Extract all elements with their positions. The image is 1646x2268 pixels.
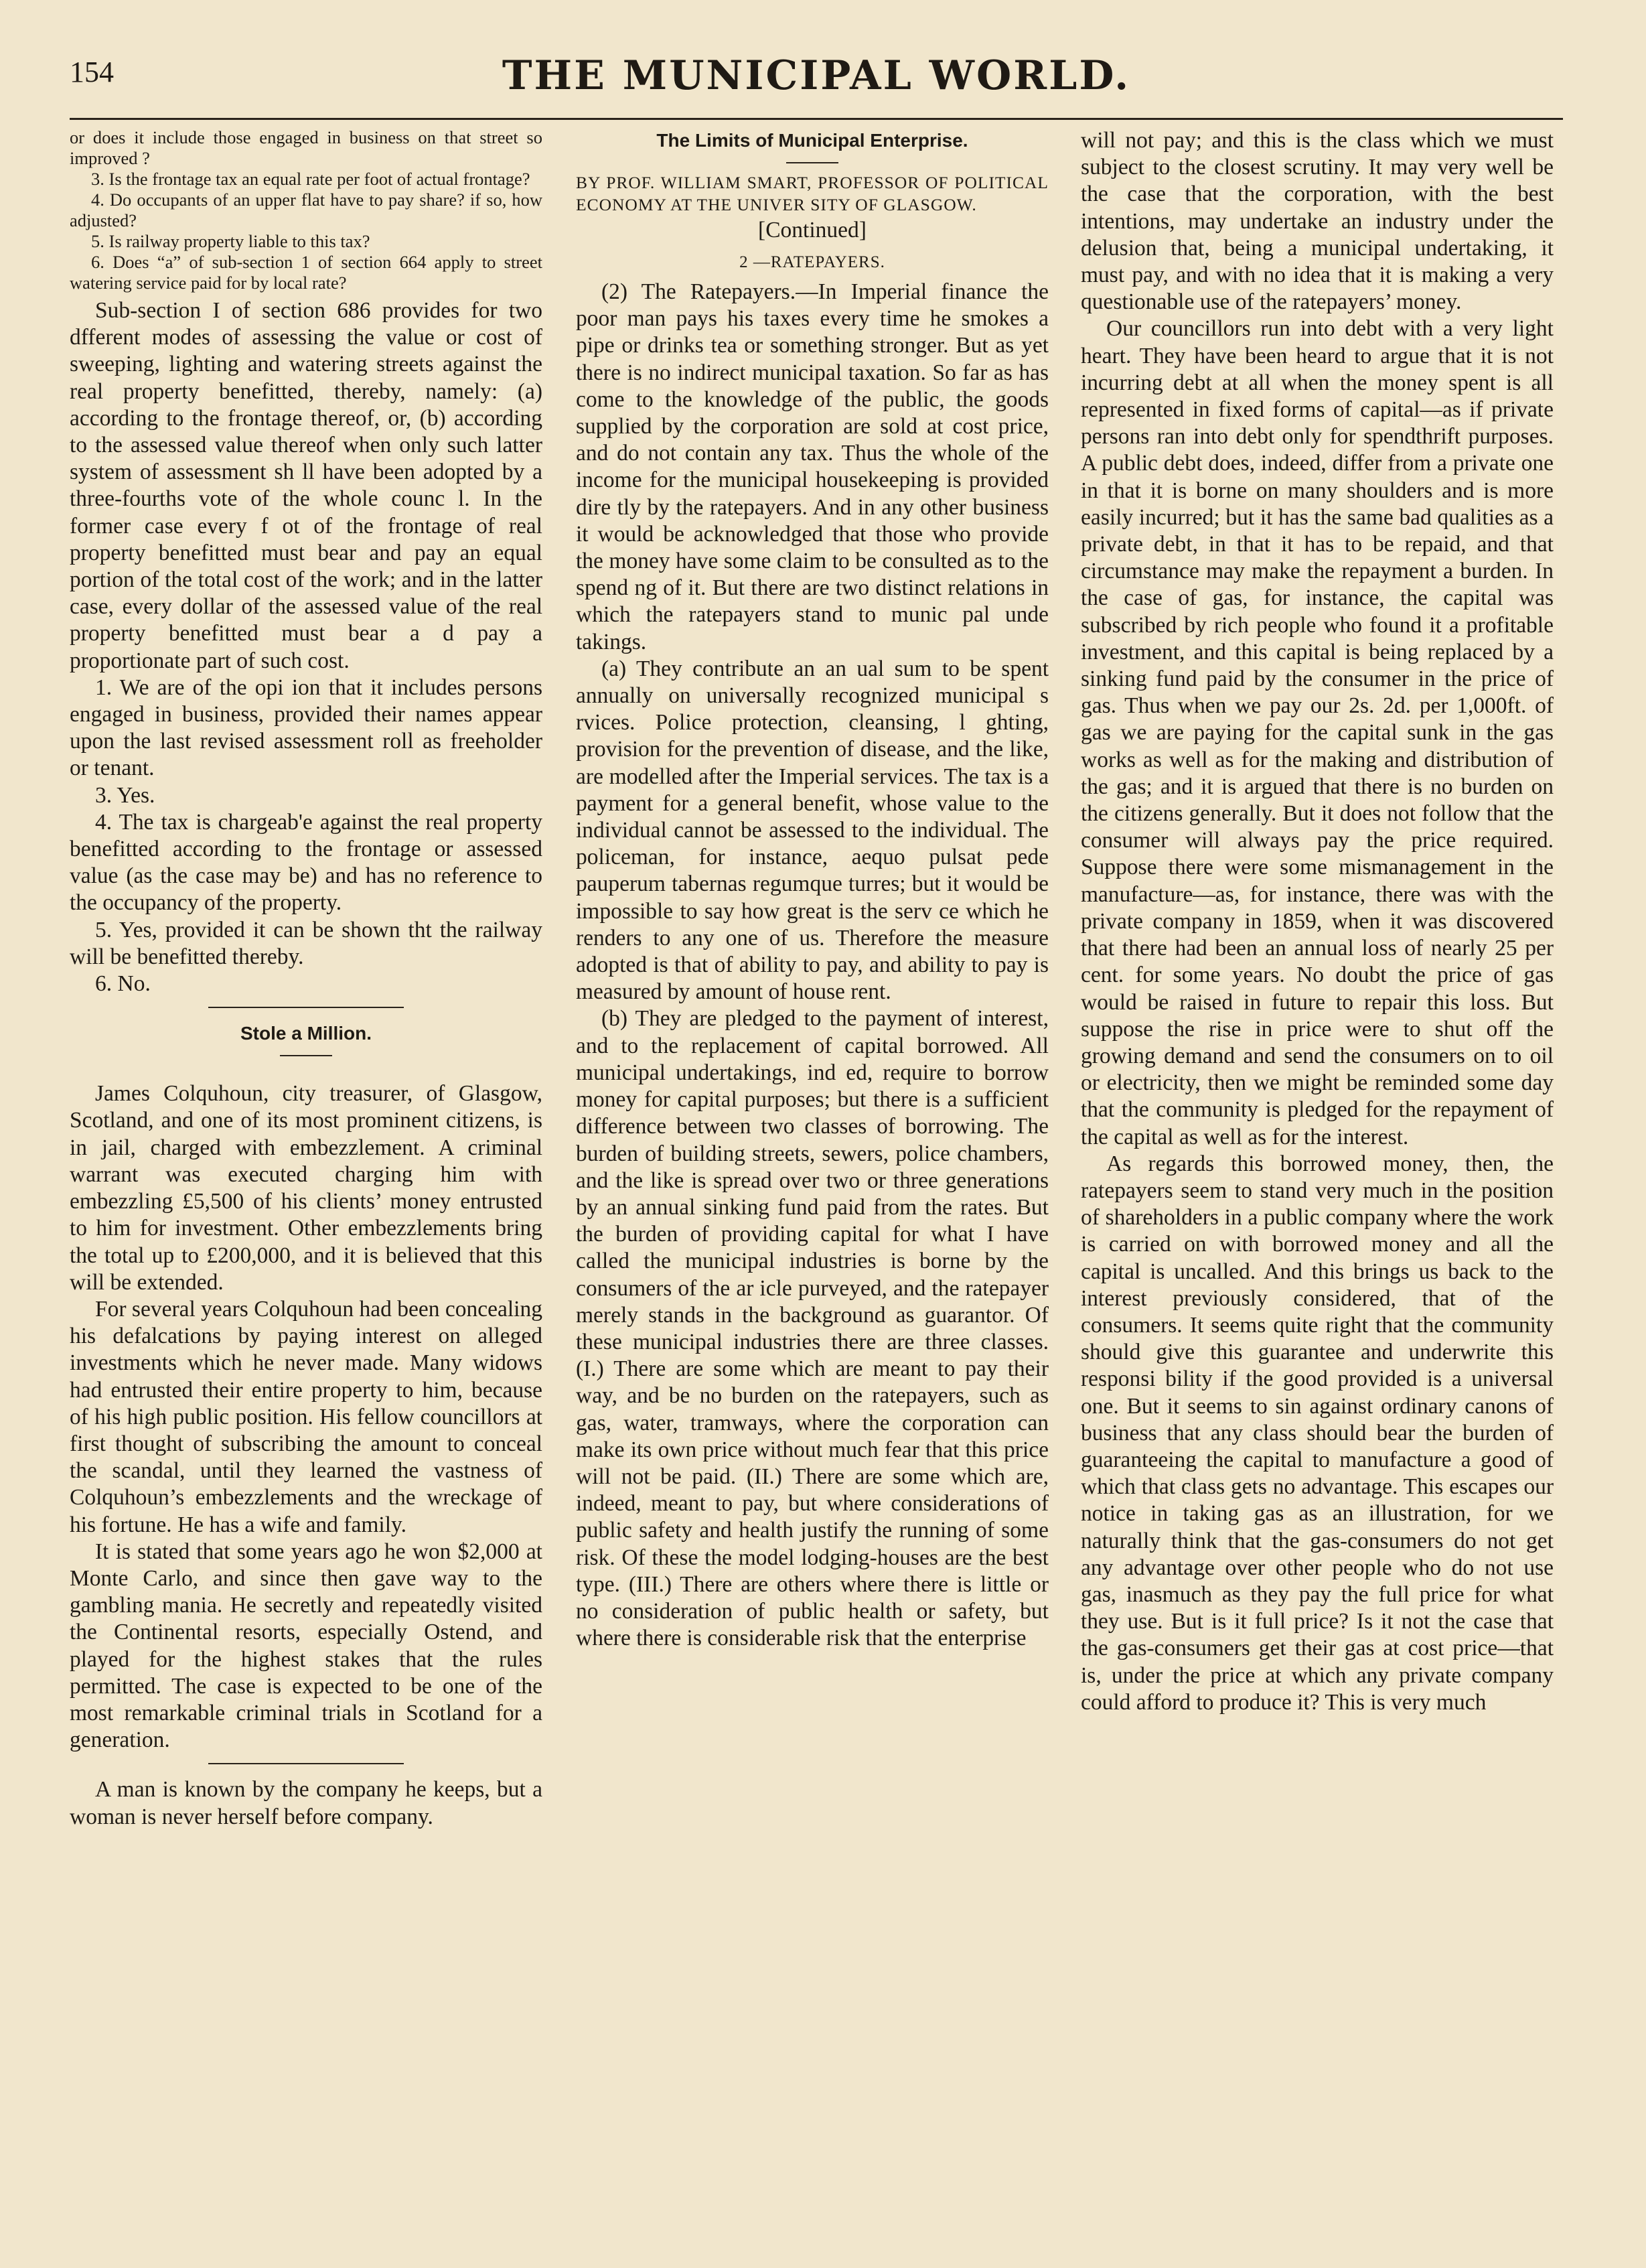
answer-6: 6. No. (95, 971, 151, 997)
answer-5: 5. Yes, provided it can be shown tht the railway will be benefitted thereby. (70, 917, 542, 969)
question-paragraph: or does it include those engaged in business on that street so improved ? (70, 127, 542, 168)
question-5: 5. Is railway property liable to this tax? (91, 231, 370, 251)
continued-label: [Continued] (758, 218, 867, 242)
title-rule (280, 1055, 332, 1056)
filler-quote: A man is known by the company he keeps, but a woman is never herself before company. (70, 1777, 542, 1829)
answer-intro: Sub-section I of section 686 provides for two dfferent modes of assessing the value or cost of sweeping, lighting and watering streets against the real property benefitted, thereby, namely: (a) according to the frontage thereof, or, (b) according to the assessed value thereof when only such latter system of assessment sh ll have been adopted by a three-fourths vote of the whole counc l. In the former case every f ot of the frontage of real property benefitted must bear and pay an equal portion of the total cost of the work; and in the latter case, every dollar of the assessed value of the real property benefitted must bear a d pay a proportionate part of such cost. (70, 298, 542, 673)
question-4: 4. Do occupants of an upper flat have to pay share? if so, how adjusted? (70, 190, 542, 230)
questions-block (70, 127, 542, 293)
article-paragraph: James Colquhoun, city treasurer, of Glasgow, Scotland, and one of its most prominent citizens, is in jail, charged with embezzlement. A criminal warrant was executed charging him with embezzling £5,500 of his clients’ money entrusted to him for investment. Other embezzlements bring the total up to £200,000, and it is believed that this will be extended. (70, 1081, 542, 1295)
byline: BY PROF. WILLIAM SMART, PROFESSOR OF POLITICAL ECONOMY AT THE UNIVER SITY OF GLASGOW. (576, 173, 1049, 214)
header-rule (70, 118, 1563, 120)
article-paragraph: For several years Colquhoun had been concealing his defalcations by paying interest on alleged investments which he never made. Many widows had entrusted their entire property to him, because of his high public position. His fellow councillors at first thought of subscribing the amount to conceal the scandal, until they learned the vastness of Colquhoun’s embezzlements and the wreckage of his fortune. He has a wife and family. (70, 1296, 542, 1537)
answer-1: 1. We are of the opi ion that it includes persons engaged in business, provided their names appear upon the last revised assessment roll as freeholder or tenant. (70, 675, 542, 781)
article-paragraph: will not pay; and this is the class which we must subject to the closest scrutiny. It may very well be the case that the corporation, with the best intentions, may undertake an industry under the delusion that, being a municipal undertaking, it must pay, and with no idea that it is making a very questionable use of the ratepayers’ money. (1081, 128, 1554, 315)
article-title-stole-a-million: Stole a Million. (240, 1023, 372, 1044)
answer-4: 4. The tax is chargeab'e against the real property benefitted according to the frontage or assessed value (as the case may be) and has no reference to the occupancy of the property. (70, 809, 542, 916)
article-paragraph: Our councillors run into debt with a very light heart. They have been heard to argue that it is not incurring debt at all when the money spent is all represented in fixed forms of capital—as if private persons ran into debt only for spendthrift purposes. A public debt does, indeed, differ from a private one in that it is borne on many shoulders and is more easily incurred; but it has the same bad qualities as a private debt, in that it has to be repaid, and that circumstance may make the repayment a burden. In the case of gas, for instance, the capital was subscribed by rich people who found it a profitable investment, and this capital is being replaced by a sinking fund paid by the consumer in the price of gas. Thus when we pay our 2s. 2d. per 1,000ft. of gas we are paying for the capital sunk in the gas works as well as for the making and distribution of the gas; and it is argued that there is no burden on the citizens generally. But it does not follow that the consumer will always pay the price required. Suppose there were some mismanagement in the manufacture—as, for instance, there was with the private company in 1859, when it was discovered that there had been an annual loss of nearly 25 per cent. for some years. No doubt the price of gas would be raised in future to repair this loss. But suppose the rise in price were to shut off the growing demand and send the consumers on to oil or electricity, then we might be reminded some day that the community is pledged for the repayment of the capital as well as for the interest. (1081, 316, 1554, 1149)
article-paragraph: (b) They are pledged to the payment of interest, and to the replacement of capital borrowed. All municipal undertakings, ind ed, require to borrow money for capital purposes; but there is a sufficient difference between two classes of borrowing. The burden of building streets, sewers, police chambers, and the like is spread over two or three generations by an annual sinking fund paid from the rates. But the burden of providing capital for what I have called the municipal industries is borne by the consumers of the ar icle purveyed, and the ratepayer merely stands in the background as guarantor. Of these municipal industries there are three classes. (I.) There are some which are meant to pay their way, and be no burden on the ratepayers, such as gas, water, tramways, where the corporation can make its own price without much fear that this price will not be paid. (II.) There are some which are, indeed, meant to pay, but where considerations of public safety and health justify the running of some risk. Of these the model lodging-houses are the best type. (III.) There are others where there is little or no consideration of public health or safety, but where there is considerable risk that the enterprise (576, 1006, 1049, 1651)
title-rule (786, 162, 838, 163)
answer-3: 3. Yes. (95, 782, 155, 808)
column-middle (576, 127, 1049, 1652)
article-paragraph: (2) The Ratepayers.—In Imperial finance the poor man pays his taxes every time he smokes a pipe or drinks tea or something stronger. But as yet there is no indirect municipal taxation. So far as has come to the knowledge of the public, the goods supplied by the corporation are sold at cost price, and do not contain any tax. Thus the whole of the income for the municipal housekeeping is provided dire tly by the ratepayers. And in any other business it would be acknowledged that those who provide the money have some claim to be consulted as to the spend ng of it. But there are two distinct relations in which the ratepayers stand to munic pal unde takings. (576, 279, 1049, 654)
question-6: 6. Does “a” of sub-section 1 of section 664 apply to street watering service paid for by local rate? (70, 252, 542, 293)
article-title-limits-of-municipal-enterprise: The Limits of Municipal Enterprise. (656, 130, 968, 151)
masthead-title: THE MUNICIPAL WORLD. (502, 52, 1131, 99)
page-header (70, 52, 1563, 114)
article-paragraph: As regards this borrowed money, then, the ratepayers seem to stand very much in the position of shareholders in a public company where the work is carried on with borrowed money and all the capital is uncalled. And this brings us back to the interest previously considered, that of the consumers. It seems quite right that the community should give this guarantee and underwrite this responsi bility if the good provided is a universal one. But it seems to sin against ordinary canons of business that any class should bear the burden of guaranteeing the capital to manufacture a good of which that class gets no advantage. This escapes our notice in taking gas as an illustration, for we naturally think that the gas-consumers do not get any advantage over other people who do not use gas, inasmuch as they pay the full price for what they use. But is it full price? Is it not the case that the gas-consumers get their gas at cost price—that is, under the price at which any private company could afford to produce it? This is very much (1081, 1151, 1554, 1715)
article-paragraph: It is stated that some years ago he won $2,000 at Monte Carlo, and since then gave way to the gambling mania. He secretly and repeatedly visited the Continental resorts, especially Ostend, and played for the highest stakes that the rules permitted. The case is expected to be one of the most remarkable criminal trials in Scotland for a generation. (70, 1539, 542, 1753)
question-3: 3. Is the frontage tax an equal rate per foot of actual frontage? (91, 169, 530, 189)
page-number: 154 (70, 56, 114, 88)
article-paragraph: (a) They contribute an an ual sum to be spent annually on universally recognized municipal s rvices. Police protection, cleansing, l ghting, provision for the prevention of disease, and the like, are modelled after the Imperial services. The tax is a payment for a general benefit, whose value to the individual cannot be assessed to the individual. The policeman, for instance, aequo pulsat pede pauperum tabernas regumque turres; but it would be impossible to say how great is the serv ce which he renders to any one of us. Therefore the measure adopted is that of ability to pay, and ability to pay is measured by amount of house rent. (576, 656, 1049, 1005)
section-divider (208, 1007, 404, 1008)
section-heading: 2 —RATEPAYERS. (739, 253, 885, 271)
column-left (70, 127, 542, 1831)
column-right (1081, 127, 1554, 1716)
section-divider (208, 1763, 404, 1764)
